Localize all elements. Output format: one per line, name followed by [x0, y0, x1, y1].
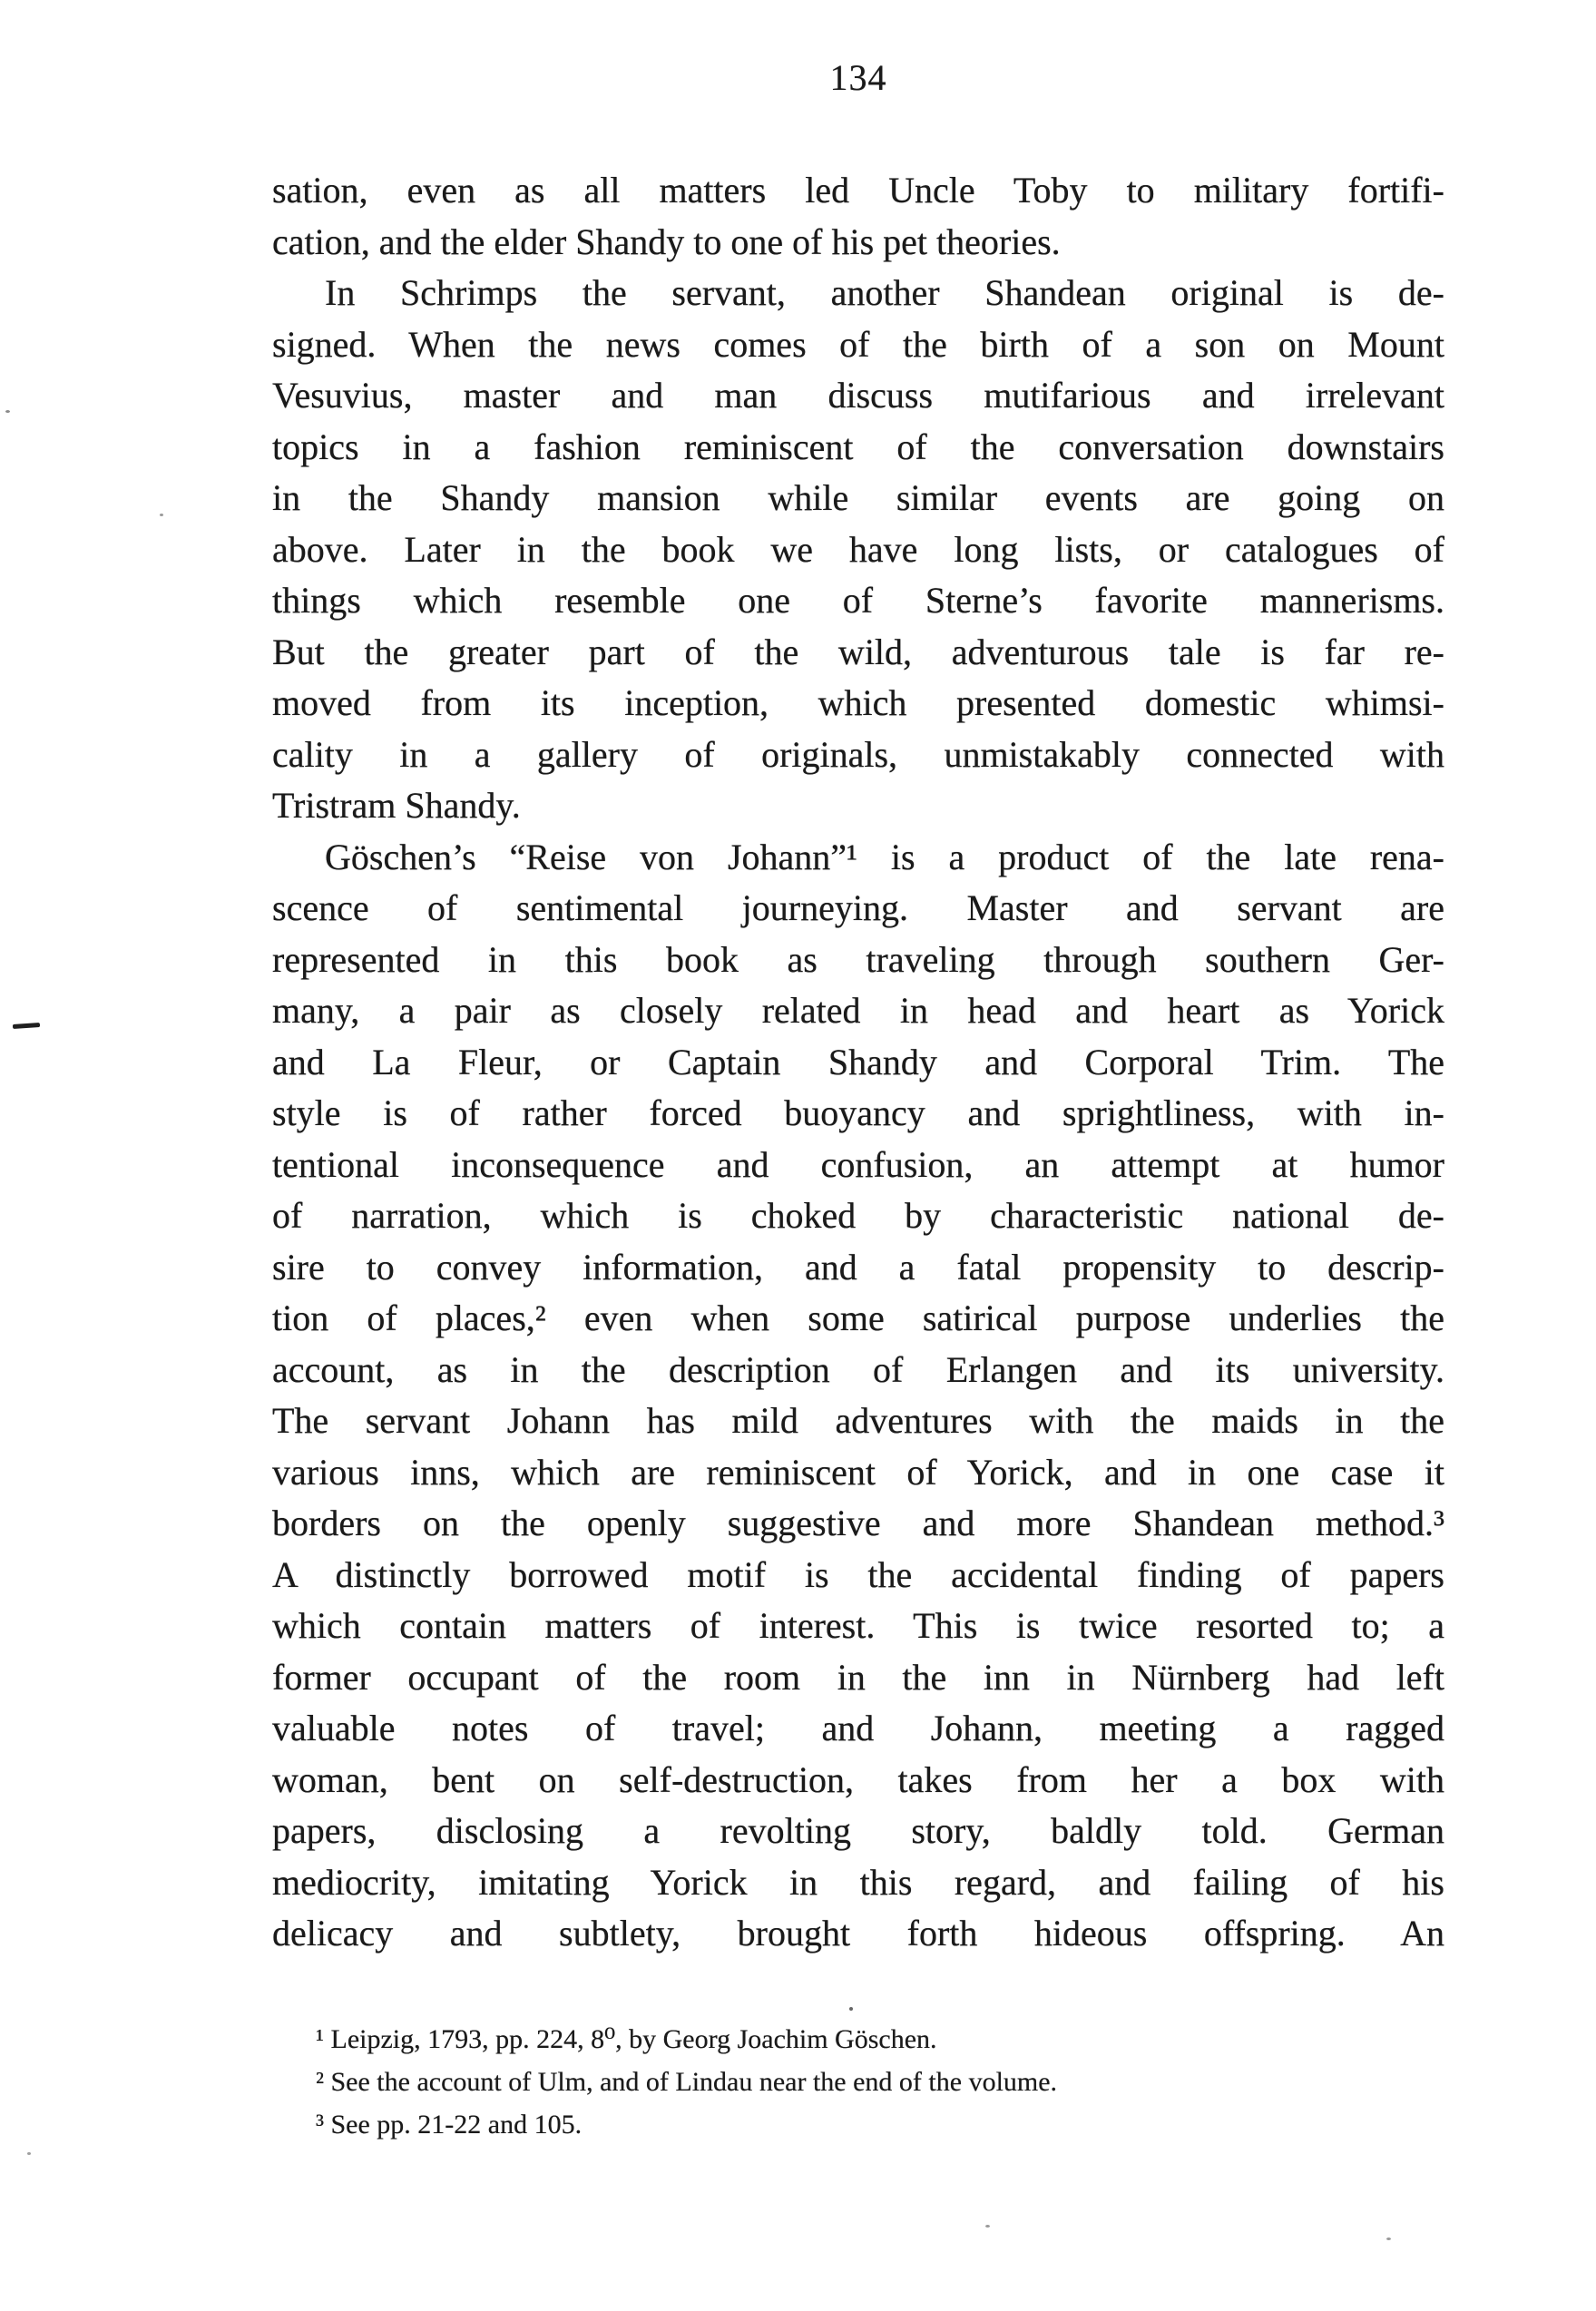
page-number: 134 — [829, 57, 887, 98]
text-line: style is of rather forced buoyancy and sprightliness, with in- — [272, 1092, 1444, 1133]
text-line: topics in a fashion reminiscent of the conversation downstairs — [272, 426, 1444, 467]
text-line: scence of sentimental journeying. Master and servant are — [272, 887, 1444, 928]
text-line: former occupant of the room in the inn in Nürnberg had left — [272, 1656, 1444, 1698]
text-line: and La Fleur, or Captain Shandy and Corporal Trim. The — [272, 1041, 1444, 1082]
text-line: delicacy and subtlety, brought forth hideous offspring. An — [272, 1913, 1444, 1954]
body-text — [272, 165, 1444, 1960]
text-line: tentional inconsequence and confusion, an attempt at humor — [272, 1143, 1444, 1185]
text-line: Vesuvius, master and man discuss mutifarious and irrelevant — [272, 375, 1444, 416]
text-line: tion of places,² even when some satirical purpose underlies the — [272, 1297, 1444, 1338]
text-line: mediocrity, imitating Yorick in this regard, and failing of his — [272, 1861, 1444, 1903]
text-line: account, as in the description of Erlangen and its university. — [272, 1348, 1444, 1390]
text-line: in the Shandy mansion while similar events are going on — [272, 477, 1444, 518]
text-line: Göschen’s “Reise von Johann”¹ is a product of the late rena- — [325, 836, 1444, 877]
text-line: cation, and the elder Shandy to one of his pet theories. — [272, 220, 1061, 262]
text-line: represented in this book as traveling through southern Ger- — [272, 938, 1444, 980]
text-line: Tristram Shandy. — [272, 785, 521, 826]
footnote-line: ¹ Leipzig, 1793, pp. 224, 8⁰, by Georg Joachim Göschen. — [316, 2024, 937, 2054]
text-line: But the greater part of the wild, adventurous tale is far re- — [272, 631, 1444, 672]
footnote-line: ² See the account of Ulm, and of Lindau near the end of the volume. — [316, 2067, 1058, 2097]
text-line: sation, even as all matters led Uncle Toby to military fortifi- — [272, 170, 1444, 211]
text-line: signed. When the news comes of the birth of a son on Mount — [272, 323, 1444, 365]
scan-artifact — [1386, 2238, 1391, 2240]
scan-artifact — [13, 1023, 40, 1029]
scan-artifact — [849, 2007, 853, 2011]
footnotes — [316, 2018, 1450, 2146]
text-line: In Schrimps the servant, another Shandean original is de- — [325, 272, 1444, 313]
scan-artifact — [985, 2225, 990, 2228]
scan-artifact — [5, 410, 10, 413]
text-line: things which resemble one of Sterne’s favorite mannerisms. — [272, 580, 1444, 621]
text-line: above. Later in the book we have long lists, or catalogues of — [272, 528, 1444, 570]
scan-artifact — [27, 2152, 31, 2155]
text-line: The servant Johann has mild adventures with the maids in the — [272, 1400, 1444, 1441]
text-line: of narration, which is choked by characteristic national de- — [272, 1195, 1444, 1236]
text-line: cality in a gallery of originals, unmistakably connected with — [272, 733, 1444, 775]
text-line: borders on the openly suggestive and more Shandean method.³ — [272, 1503, 1444, 1543]
text-line: moved from its inception, which presented domestic whimsi- — [272, 682, 1444, 723]
text-line: which contain matters of interest. This is twice resorted to; a — [272, 1605, 1444, 1646]
text-line: sire to convey information, and a fatal propensity to descrip- — [272, 1246, 1444, 1288]
text-line: valuable notes of travel; and Johann, meeting a ragged — [272, 1708, 1444, 1748]
text-line: many, a pair as closely related in head and heart as Yorick — [272, 990, 1444, 1031]
text-line: woman, bent on self-destruction, takes from her a box with — [272, 1758, 1444, 1800]
scan-artifact — [160, 514, 163, 516]
text-line: A distinctly borrowed motif is the accidental finding of papers — [272, 1553, 1444, 1595]
text-line: papers, disclosing a revolting story, baldly told. German — [272, 1810, 1444, 1851]
text-line: various inns, which are reminiscent of Yorick, and in one case it — [272, 1451, 1444, 1493]
footnote-line: ³ See pp. 21-22 and 105. — [316, 2110, 583, 2140]
